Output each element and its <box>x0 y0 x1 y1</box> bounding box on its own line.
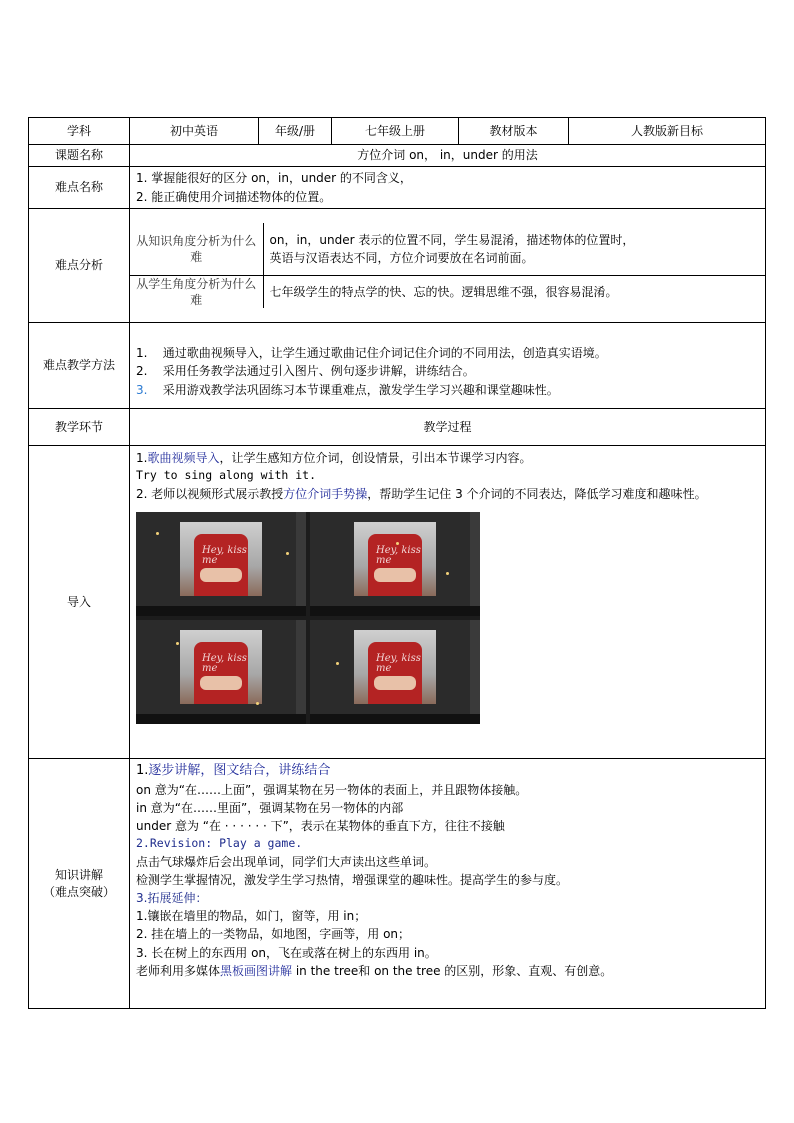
knowledge-line: in 意为“在……里面”，强调某物在另一物体的内部 <box>136 800 404 815</box>
topic-label: 课题名称 <box>29 145 130 167</box>
knowledge-line: under 意为 “在 · · · · · · 下”，表示在某物体的垂直下方，往往不接触 <box>136 818 505 833</box>
knowledge-line: 3. 长在树上的东西用 on，飞在或落在树上的东西用 in。 <box>136 945 437 960</box>
topic-row <box>29 145 766 167</box>
knowledge-label-line1: 知识讲解 <box>54 868 103 883</box>
intro-line-1: 1.歌曲视频导入，让学生感知方位介词，创设情景，引出本节课学习内容。 <box>136 451 532 465</box>
method-item: 3. 采用游戏教学法巩固练习本节课重难点，激发学生学习兴趣和课堂趣味性。 <box>136 382 559 397</box>
subject-value: 初中英语 <box>130 118 259 145</box>
subject-label: 学科 <box>29 118 130 145</box>
analysis-row <box>29 209 766 323</box>
method-row <box>29 323 766 409</box>
intro-line-2: Try to sing along with it. <box>136 468 317 483</box>
video-frame: Hey, kiss me <box>136 512 306 616</box>
video-frame: Hey, kiss me <box>310 512 480 616</box>
knowledge-angle-line: on，in，under 表示的位置不同，学生易混淆，描述物体的位置时， <box>269 232 635 247</box>
grade-label: 年级/册 <box>259 118 332 145</box>
knowledge-label-line2: （难点突破） <box>42 884 115 899</box>
grade-value: 七年级上册 <box>332 118 459 145</box>
intro-label: 导入 <box>29 446 130 759</box>
knowledge-label <box>29 759 130 1009</box>
difficulty-item: 2. 能正确使用介词描述物体的位置。 <box>136 189 332 204</box>
knowledge-row <box>29 759 766 1009</box>
stage-label: 教学环节 <box>29 409 130 446</box>
method-item: 2. 采用任务教学法通过引入图片、例句逐步讲解，讲练结合。 <box>136 364 475 379</box>
student-angle-label: 从学生角度分析为什么难 <box>130 275 263 308</box>
difficulty-label: 难点名称 <box>29 167 130 209</box>
difficulty-item: 1. 掌握能很好的区分 on，in，under 的不同含义， <box>136 171 412 186</box>
process-header-row <box>29 409 766 446</box>
intro-line-3: 2. 老师以视频形式展示教授方位介词手势操，帮助学生记住 3 个介词的不同表达，降低学习难度和趣味性。 <box>136 486 707 501</box>
textbook-value: 人教版新目标 <box>569 118 766 145</box>
process-label: 教学过程 <box>130 409 766 446</box>
knowledge-line: 2.Revision: Play a game. <box>136 836 303 851</box>
knowledge-line: 3.拓展延伸： <box>136 891 208 905</box>
knowledge-line: 检测学生掌握情况，激发学生学习热情，增强课堂的趣味性。提高学生的参与度。 <box>136 872 569 887</box>
gesture-video-screenshot <box>136 512 480 724</box>
knowledge-line: 1.镶嵌在墙里的物品，如门，窗等，用 in； <box>136 909 367 924</box>
lesson-plan-table <box>28 117 766 1009</box>
method-items <box>130 323 766 409</box>
knowledge-content <box>130 759 766 1009</box>
topic-value: 方位介词 on， in，under 的用法 <box>130 145 766 167</box>
knowledge-line: 1.逐步讲解，图文结合，讲练结合 <box>136 763 331 778</box>
knowledge-angle-line: 英语与汉语表达不同，方位介词要放在名词前面。 <box>269 250 534 265</box>
knowledge-line: 点击气球爆炸后会出现单词，同学们大声读出这些单词。 <box>136 854 437 869</box>
intro-row <box>29 446 766 759</box>
knowledge-line: on 意为“在……上面”，强调某物在另一物体的表面上，并且跟物体接触。 <box>136 782 528 797</box>
knowledge-line: 老师利用多媒体黑板画图讲解 in the tree和 on the tree 的区别，形象、直观、有创意。 <box>136 963 613 978</box>
textbook-label: 教材版本 <box>459 118 569 145</box>
intro-content <box>130 446 766 759</box>
method-item: 1. 通过歌曲视频导入，让学生通过歌曲记住介词记住介词的不同用法，创造真实语境。 <box>136 346 607 361</box>
knowledge-line: 2. 挂在墙上的一类物品，如地图，字画等，用 on； <box>136 927 411 942</box>
student-angle-text: 七年级学生的特点学的快、忘的快。逻辑思维不强，很容易混淆。 <box>263 275 765 308</box>
video-frame: Hey, kiss me <box>310 620 480 724</box>
method-label: 难点教学方法 <box>29 323 130 409</box>
analysis-label: 难点分析 <box>29 209 130 323</box>
header-row <box>29 118 766 145</box>
analysis-subtable <box>130 223 765 308</box>
knowledge-angle-label: 从知识角度分析为什么难 <box>130 223 263 275</box>
video-frame: Hey, kiss me <box>136 620 306 724</box>
difficulty-row <box>29 167 766 209</box>
difficulty-items <box>130 167 766 209</box>
knowledge-angle-text <box>263 223 765 275</box>
